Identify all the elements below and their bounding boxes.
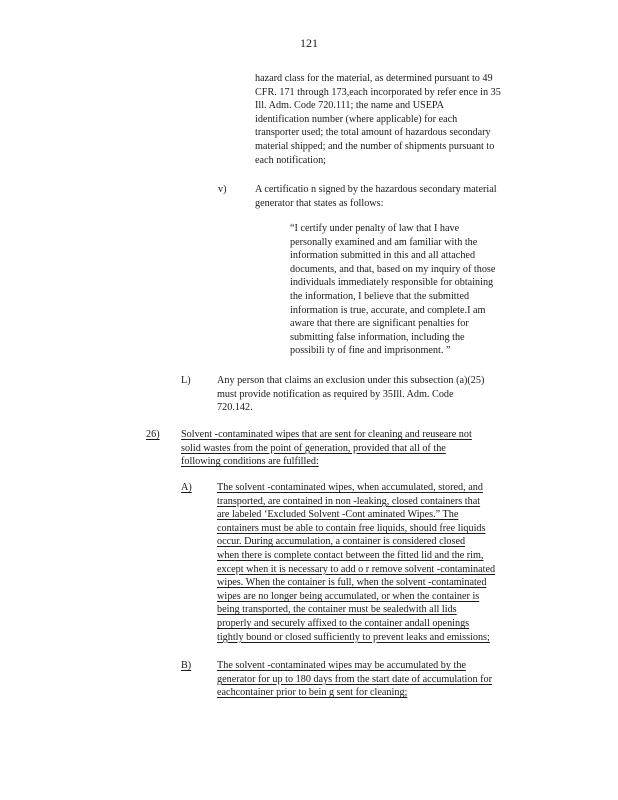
text-line: the information, I believe that the submitted [290, 290, 470, 302]
text-line: Any person that claims an exclusion under this subsection (a)(25) [217, 375, 485, 386]
text-line: identification number (where applicable) for each [255, 113, 458, 125]
text-line: each notification; [255, 154, 326, 166]
certification-quote [290, 222, 535, 358]
text-line: generator for up to 180 days from the start date of accumulation for [217, 673, 492, 685]
text-line: being transported, the container must be sealedwith all lids [217, 604, 457, 616]
text-line: individuals immediately responsible for obtaining [290, 277, 494, 289]
text-line: material shipped; and the number of shipments pursuant to [255, 140, 495, 152]
text-line: are labeled ‘Excluded Solvent -Cont aminated Wipes.” The [217, 509, 459, 521]
text-line: Solvent -contaminated wipes that are sent for cleaning and reuseare not [181, 429, 472, 440]
text-line: solid wastes from the point of generation, provided that all of the [181, 442, 446, 454]
text-line: when there is complete contact between the fitted lid and the rim, [217, 549, 484, 561]
item-B-paragraph [217, 659, 545, 700]
text-line: 720.142. [217, 402, 253, 414]
item-26-number: 26) [146, 429, 160, 440]
item-L-paragraph [217, 374, 500, 415]
text-line: wipes. When the container is full, when the solvent -contaminated [217, 577, 487, 589]
text-line: tightly bound or closed sufficiently to prevent leaks and emissions; [217, 631, 490, 643]
item-label-v: v) [218, 184, 227, 195]
text-line: CFR. 171 through 173,each incorporated by refer ence in 35 [255, 86, 501, 98]
item-label-B [181, 659, 191, 673]
item-A-letter: A) [181, 482, 192, 493]
item-label-26 [146, 428, 160, 442]
text-line: A certificatio n signed by the hazardous secondary material [255, 184, 497, 195]
text-line: properly and securely affixed to the container andall openings [217, 617, 470, 629]
text-line: containers must be able to contain free liquids, should free liquids [217, 522, 486, 534]
text-line: “I certify under penalty of law that I have [290, 223, 460, 234]
text-line: following conditions are fulfilled: [181, 456, 319, 468]
text-line: The solvent -contaminated wipes may be accumulated by the [217, 660, 466, 671]
continuation-paragraph [255, 72, 538, 167]
text-line: information is true, accurate, and complete.I am [290, 304, 486, 316]
text-line: except when it is necessary to add o r remove solvent -contaminated [217, 563, 496, 575]
text-line: generator that states as follows: [255, 197, 384, 209]
item-label-L: L) [181, 375, 191, 386]
text-line: documents, and that, based on my inquiry of those [290, 263, 496, 275]
text-line: hazard class for the material, as determined pursuant to 49 [255, 73, 493, 84]
item-26-paragraph [181, 428, 526, 469]
text-line: aware that there are significant penalties for [290, 318, 469, 330]
text-line: information submitted in this and all attached [290, 250, 476, 262]
page-number: 121 [300, 36, 318, 50]
text-line: must provide notification as required by 35Ill. Adm. Code [217, 388, 454, 400]
text-line: submitting false information, including the [290, 331, 465, 343]
item-B-letter: B) [181, 660, 192, 671]
text-line: eachcontainer prior to bein g sent for cleaning; [217, 687, 408, 699]
text-line: transported, are contained in non -leaking, closed containers that [217, 495, 481, 507]
item-label-A [181, 481, 192, 495]
text-line: transporter used; the total amount of hazardous secondary [255, 127, 491, 139]
text-line: personally examined and am familiar with the [290, 236, 478, 248]
item-A-paragraph [217, 481, 545, 644]
text-line: occur. During accumulation, a container is considered closed [217, 536, 466, 548]
text-line: The solvent -contaminated wipes, when accumulated, stored, and [217, 482, 483, 493]
text-line: possibili ty of fine and imprisonment. ” [290, 345, 451, 357]
text-line: Ill. Adm. Code 720.111; the name and USEPA [255, 100, 445, 112]
item-v-paragraph [255, 183, 538, 210]
text-line: wipes are no longer being accumulated, or when the container is [217, 590, 480, 602]
